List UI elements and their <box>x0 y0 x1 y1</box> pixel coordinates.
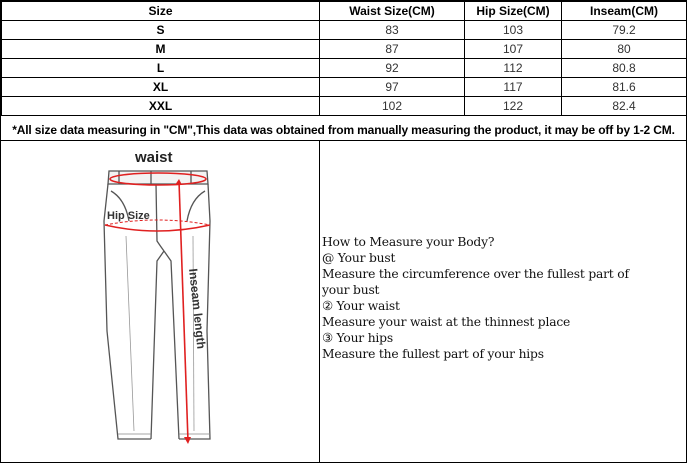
waist-cell: 97 <box>320 78 465 97</box>
header-inseam: Inseam(CM) <box>562 2 687 21</box>
inseam-cell: 82.4 <box>562 97 687 116</box>
inseam-cell: 79.2 <box>562 21 687 40</box>
inseam-length-label: Inseam length <box>186 267 209 350</box>
inseam-arrow-bottom-icon <box>184 437 191 444</box>
size-cell: XL <box>2 78 320 97</box>
howto-title: How to Measure your Body? <box>322 235 495 249</box>
waist-cell: 92 <box>320 59 465 78</box>
table-header-row <box>2 2 687 21</box>
bust-instruction-cont: your bust <box>322 283 380 297</box>
table-row <box>2 59 687 78</box>
hip-cell: 117 <box>465 78 562 97</box>
pants-diagram <box>1 141 319 462</box>
measurement-note: *All size data measuring in "CM",This data was obtained from manually measuring the product, it may be off by 1-2 CM. <box>1 119 686 141</box>
table-row <box>2 21 687 40</box>
hip-cell: 122 <box>465 97 562 116</box>
inseam-cell: 81.6 <box>562 78 687 97</box>
waist-instruction: Measure your waist at the thinnest place <box>322 315 571 329</box>
hips-instruction: Measure the fullest part of your hips <box>322 347 544 361</box>
waist-heading: ② Your waist <box>322 299 400 313</box>
header-hip: Hip Size(CM) <box>465 2 562 21</box>
size-cell: L <box>2 59 320 78</box>
size-cell: S <box>2 21 320 40</box>
hip-cell: 107 <box>465 40 562 59</box>
table-row <box>2 40 687 59</box>
header-size: Size <box>2 2 320 21</box>
table-row <box>2 97 687 116</box>
hip-size-label: Hip Size <box>107 210 150 222</box>
size-cell: XXL <box>2 97 320 116</box>
waist-cell: 87 <box>320 40 465 59</box>
pants-diagram-panel <box>1 141 320 462</box>
hip-measure-line <box>105 225 210 231</box>
bust-heading: @ Your bust <box>322 251 396 265</box>
howto-panel <box>320 141 686 462</box>
inseam-cell: 80 <box>562 40 687 59</box>
waist-cell: 83 <box>320 21 465 40</box>
waist-label: waist <box>135 149 173 166</box>
hips-heading: ③ Your hips <box>322 331 393 345</box>
size-table <box>1 1 687 116</box>
howto-text <box>322 234 684 362</box>
table-row <box>2 78 687 97</box>
hip-cell: 112 <box>465 59 562 78</box>
inseam-cell: 80.8 <box>562 59 687 78</box>
size-cell: M <box>2 40 320 59</box>
bust-instruction: Measure the circumference over the fullest part of <box>322 267 629 281</box>
hip-cell: 103 <box>465 21 562 40</box>
header-waist: Waist Size(CM) <box>320 2 465 21</box>
waist-cell: 102 <box>320 97 465 116</box>
